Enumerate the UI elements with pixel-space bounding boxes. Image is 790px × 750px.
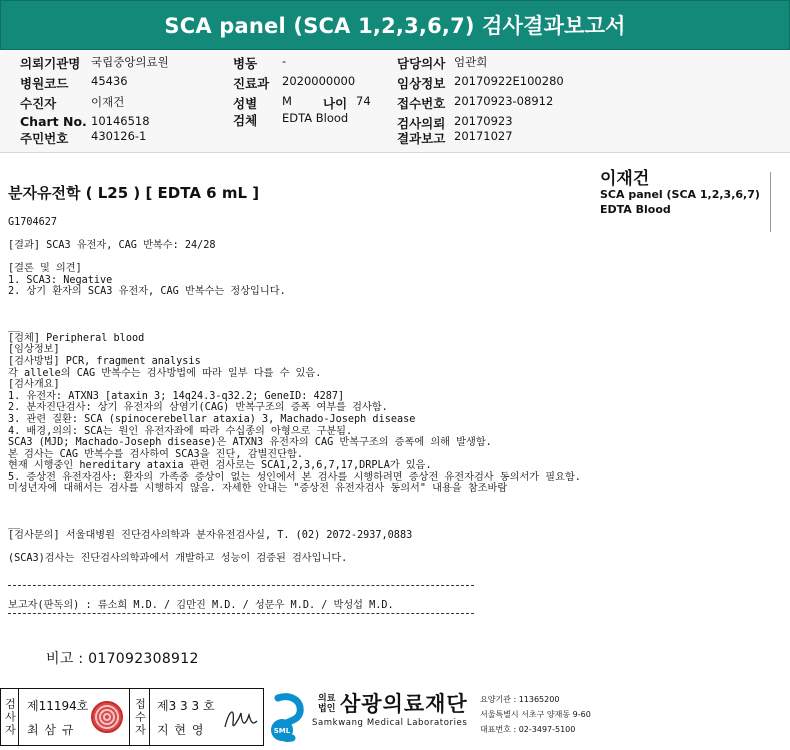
report-line [8, 541, 581, 553]
report-line: 1. SCA3: Negative [8, 274, 113, 286]
report-line: 3. 관련 질환: SCA (spinocerebellar ataxia) 3, Machado-Joseph disease [8, 413, 416, 425]
report-line [8, 507, 581, 519]
cell-label: 접수자 [130, 689, 150, 745]
report-line [8, 495, 581, 507]
report-line [8, 252, 581, 264]
info-label: 진료과 [233, 76, 270, 91]
report-line: [검사방법] PCR, fragment analysis [8, 355, 201, 367]
report-line: __ [8, 321, 21, 333]
info-value: - [282, 54, 287, 68]
report-line [8, 298, 581, 310]
report-line [8, 310, 581, 322]
report-header [0, 0, 790, 50]
report-line: 본 검사는 CAG 반복수를 검사하여 SCA3을 진단, 감별진단함. [8, 448, 303, 460]
report-title: SCA panel (SCA 1,2,3,6,7) 검사결과보고서 [164, 14, 626, 38]
report-line: [임상정보] [8, 344, 60, 356]
footer [0, 688, 790, 750]
contact-line: 요양기관 : 11365200 [480, 695, 560, 704]
info-label: 의뢰기관명 [20, 56, 81, 71]
contact-line: 대표번호 : 02-3497-5100 [480, 725, 576, 734]
receiver-license: 제3 3 3 호 [157, 699, 215, 713]
examiner-name: 최 삼 규 [27, 723, 75, 737]
org-type: 의료 법인 [318, 694, 336, 714]
specimen-stamp [600, 169, 770, 217]
sml-logo-icon [268, 692, 310, 742]
info-value: 74 [356, 94, 371, 108]
report-body [0, 170, 790, 680]
info-value: 국립중앙의료원 [91, 55, 169, 69]
report-id: G1704627 [8, 217, 58, 228]
info-value: EDTA Blood [282, 111, 349, 125]
info-label: 주민번호 [20, 131, 69, 146]
signature-icon [219, 701, 259, 735]
report-line: 2. 분자진단검사: 상기 유전자의 삼염기(CAG) 반복구조의 증폭 여부를 검사함. [8, 402, 388, 414]
seal-icon [91, 701, 123, 733]
info-label: 나이 [323, 96, 348, 111]
info-label: 임상정보 [397, 76, 446, 91]
info-value: 20170923-08912 [454, 94, 554, 108]
receiver-name: 지 현 영 [157, 723, 205, 737]
report-line: [결론 및 의견] [8, 263, 82, 275]
info-label: 성별 [233, 96, 258, 111]
info-label: 검체 [233, 113, 258, 128]
report-line: [결과] SCA3 유전자, CAG 반복수: 24/28 [8, 240, 216, 251]
patient-info-panel [0, 50, 790, 153]
report-line: SCA3 (MJD; Machado-Joseph disease)은 ATXN3 유전자의 CAG 반복구조의 증폭에 의해 발생함. [8, 437, 492, 449]
info-label: 수진자 [20, 96, 57, 111]
divider-line [8, 585, 474, 586]
report-line: 현재 시행중인 hereditary ataxia 관련 검사로는 SCA1,2,3,6,7,17,DRPLA가 있음. [8, 460, 432, 472]
info-label: 담당의사 [397, 56, 446, 71]
report-line: [검사문의] 서울대병원 진단검사의학과 분자유전검사실, T. (02) 2072-2937,0883 [8, 529, 413, 541]
report-line: __ [8, 518, 21, 530]
info-value: 430126-1 [91, 129, 147, 143]
info-label: 병동 [233, 56, 258, 71]
report-line: (SCA3)검사는 진단검사의학과에서 개발하고 성능이 검증된 검사입니다. [8, 553, 348, 565]
stamp-patient-name: 이재건 [600, 169, 650, 189]
stamp-divider [770, 172, 771, 232]
info-label: 결과보고 [397, 131, 446, 146]
section-title: 분자유전학 ( L25 ) [ EDTA 6 mL ] [8, 184, 260, 202]
reporters-line: 보고자(판독의) : 류소희 M.D. / 김만진 M.D. / 성문우 M.D. / 박성섭 M.D. [8, 600, 394, 611]
info-label: 접수번호 [397, 96, 446, 111]
logo-text: SML [273, 727, 291, 735]
info-value: M [282, 94, 292, 108]
report-line: 4. 배경,의의: SCA는 원인 유전자좌에 따라 수십종의 아형으로 구분됨. [8, 425, 353, 437]
info-value: 2020000000 [282, 74, 356, 88]
info-value: 이재건 [91, 95, 125, 109]
contact-line: 서울특별시 서초구 양재동 9-60 [480, 710, 591, 719]
stamp-test-name: SCA panel (SCA 1,2,3,6,7) [600, 188, 760, 201]
stamp-specimen: EDTA Blood [600, 203, 671, 216]
report-line: [검체] Peripheral blood [8, 332, 145, 344]
signature-box [0, 688, 264, 746]
report-line: [검사개요] [8, 379, 60, 391]
org-name: 삼광의료재단 [340, 692, 468, 716]
examiner-license: 제11194호 [27, 699, 89, 713]
info-value: 20170922E100280 [454, 74, 564, 88]
cell-label: 검사자 [1, 689, 19, 745]
info-label: 병원코드 [20, 76, 69, 91]
info-value: 45436 [91, 74, 128, 88]
report-line: 1. 유전자: ATXN3 [ataxin 3; 14q24.3-q32.2; GeneID: 4287] [8, 390, 345, 402]
info-value: 20171027 [454, 129, 513, 143]
info-label: Chart No. [20, 114, 87, 129]
divider-line [8, 613, 474, 614]
info-value: 10146518 [91, 114, 150, 128]
report-line: 각 allele의 CAG 반복수는 검사방법에 따라 일부 다를 수 있음. [8, 367, 322, 379]
info-value: 엄관희 [454, 55, 488, 69]
contact-info [480, 692, 591, 737]
info-label: 검사의뢰 [397, 116, 446, 131]
report-line: 5. 증상전 유전자검사: 환자의 가족중 증상이 없는 성인에서 본 검사를 시행하려면 증상전 유전자검사 동의서가 필요함. [8, 471, 581, 483]
report-text [8, 240, 581, 565]
report-line: 2. 상기 환자의 SCA3 유전자, CAG 반복수는 정상입니다. [8, 286, 286, 298]
report-line: 미성년자에 대해서는 검사를 시행하지 않음. 자세한 안내는 "증상전 유전자검사 동의서" 내용을 참조바람 [8, 483, 508, 495]
info-value: 20170923 [454, 114, 513, 128]
org-english-name: Samkwang Medical Laboratories [312, 718, 468, 728]
remarks: 비고 : 017092308912 [46, 651, 199, 667]
